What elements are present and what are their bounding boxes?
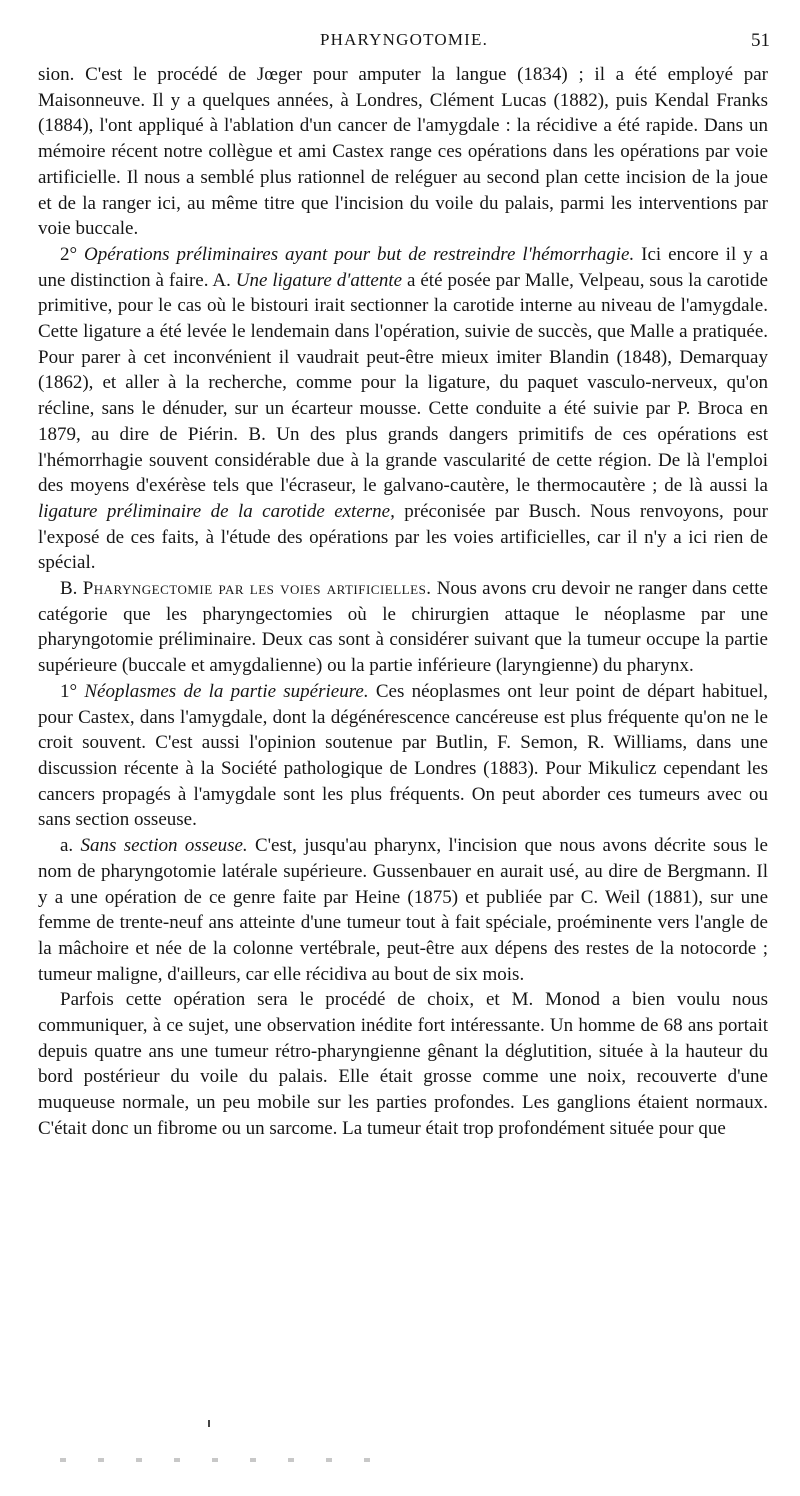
- text-run: Nous avons cru devoir ne ranger dans cette catégorie que les pharyngectomies où le chirurgien attaque le néoplasme par une pharyngotomie préliminaire. Deux cas sont à considérer suivant que la tumeur occupe la partie supérieure (buccale et amygdalienne) ou la partie inférieure (laryngienne) du pharynx.: [38, 578, 768, 677]
- bleed-through-marks: [60, 1458, 380, 1462]
- text-run: Ces néoplasmes ont leur point de départ habituel, pour Castex, dans l'amygdale, dont la dégénérescence cancéreuse est plus fréquente qu'on ne le croit souvent. C'est aussi l'opinion soutenue par Butlin, F. Semon, R. Williams, dans une discussion récente à la Société pathologique de Londres (1883). Pour Mikulicz cependant les cancers propagés à l'amygdale sont les plus fréquents. On peut aborder ces tumeurs avec ou sans section osseuse.: [38, 680, 768, 831]
- text-run: Parfois cette opération sera le procédé de choix, et M. Monod a bien voulu nous communiquer, à ce sujet, une observation inédite fort intéressante. Un homme de 68 ans portait depuis quatre ans une tumeur rétro-pharyngienne gênant la déglutition, située à la hauteur du bord postérieur du voile du palais. Elle était grosse comme une noix, recouverte d'une muqueuse normale, un peu mobile sur les parties profondes. Les ganglions étaient normaux. C'était donc un fibrome ou un sarcome. La tumeur était trop profondément située pour que: [38, 989, 768, 1139]
- text-run: sion. C'est le procédé de Jœger pour amputer la langue (1834) ; il a été employé par Maisonneuve. Il y a quelques années, à Londres, Clément Lucas (1882), puis Kendal Franks (1884), l'ont appliqué à l'ablation d'un cancer de l'amygdale : la récidive a été rapide. Dans un mémoire récent notre collègue et ami Castex range ces opérations dans les opérations par voie artificielle. Il nous a semblé plus rationnel de reléguer au second plan cette incision de la joue et de la ranger ici, au même titre que l'incision du voile du palais, parmi les interventions par voie buccale.: [38, 64, 768, 240]
- text-run: B.: [60, 578, 83, 600]
- text-run: 2°: [60, 243, 85, 265]
- paragraph: [38, 987, 768, 1141]
- body-text: [38, 62, 768, 1142]
- text-run: préconisée par Busch. Nous renvoyons, pour l'exposé de ces faits, à l'étude des opérations par les voies artificielles, car il n'y a ici rien de spécial.: [38, 500, 768, 574]
- paragraph: [38, 833, 768, 987]
- text-run: 1°: [60, 680, 85, 702]
- text-run: C'est, jusqu'au pharynx, l'incision que nous avons décrite sous le nom de pharyngotomie latérale supérieure. Gussenbauer en aurait usé, au dire de Bergmann. Il y a une opération de ce genre faite par Heine (1875) et publiée par C. Weil (1881), sur une femme de trente-neuf ans atteinte d'une tumeur tout à fait spéciale, proéminente vers l'angle de la mâchoire et née de la colonne vertébrale, peut-être aux dépens des restes de la notocorde ; tumeur maligne, d'ailleurs, car elle récidiva au bout de six mois.: [38, 835, 768, 985]
- running-title: PHARYNGOTOMIE.: [319, 30, 489, 49]
- paragraph: [38, 242, 768, 576]
- text-run: a été posée par Malle, Velpeau, sous la carotide primitive, pour le cas où le bistouri irait sectionner la carotide interne au niveau de l'amygdale. Cette ligature a été levée le lendemain dans l'opération, suivie de succès, que Malle a pratiquée. Pour parer à cet inconvénient il vaudrait peut-être mieux imiter Blandin (1848), Demarquay (1862), et aller à la recherche, comme pour la ligature, du paquet vasculo-nerveux, qu'on récline, sans le dénuder, sur un écarteur mousse. Cette conduite a été suivie par P. Broca en 1879, au dire de Piérin. B. Un des plus grands dangers primitifs de ces opérations est l'hémorrhagie souvent considérable due à la grande vascularité de cette région. De là l'emploi des moyens d'exérèse tels que l'écraseur, le galvano-cautère, le thermocautère ; de là aussi la: [38, 269, 768, 497]
- paragraph: [38, 576, 768, 679]
- italic-phrase: Une ligature d'attente: [235, 269, 403, 291]
- running-header: [38, 30, 770, 56]
- italic-phrase: Sans section osseuse.: [80, 835, 248, 857]
- page-number: 51: [751, 30, 770, 51]
- section-heading: Pharyngectomie par les voies artificielles.: [82, 578, 432, 600]
- text-run: a.: [60, 835, 81, 857]
- italic-phrase: Néoplasmes de la partie supérieure.: [84, 680, 369, 702]
- italic-phrase: Opérations préliminaires ayant pour but de restreindre l'hémorrhagie.: [84, 243, 635, 265]
- print-speck: [208, 1420, 210, 1427]
- paragraph: [38, 679, 768, 833]
- text-run: Ici encore il y a une distinction à faire. A.: [38, 243, 769, 291]
- italic-phrase: ligature préliminaire de la carotide externe,: [38, 500, 395, 522]
- paragraph: [38, 62, 768, 242]
